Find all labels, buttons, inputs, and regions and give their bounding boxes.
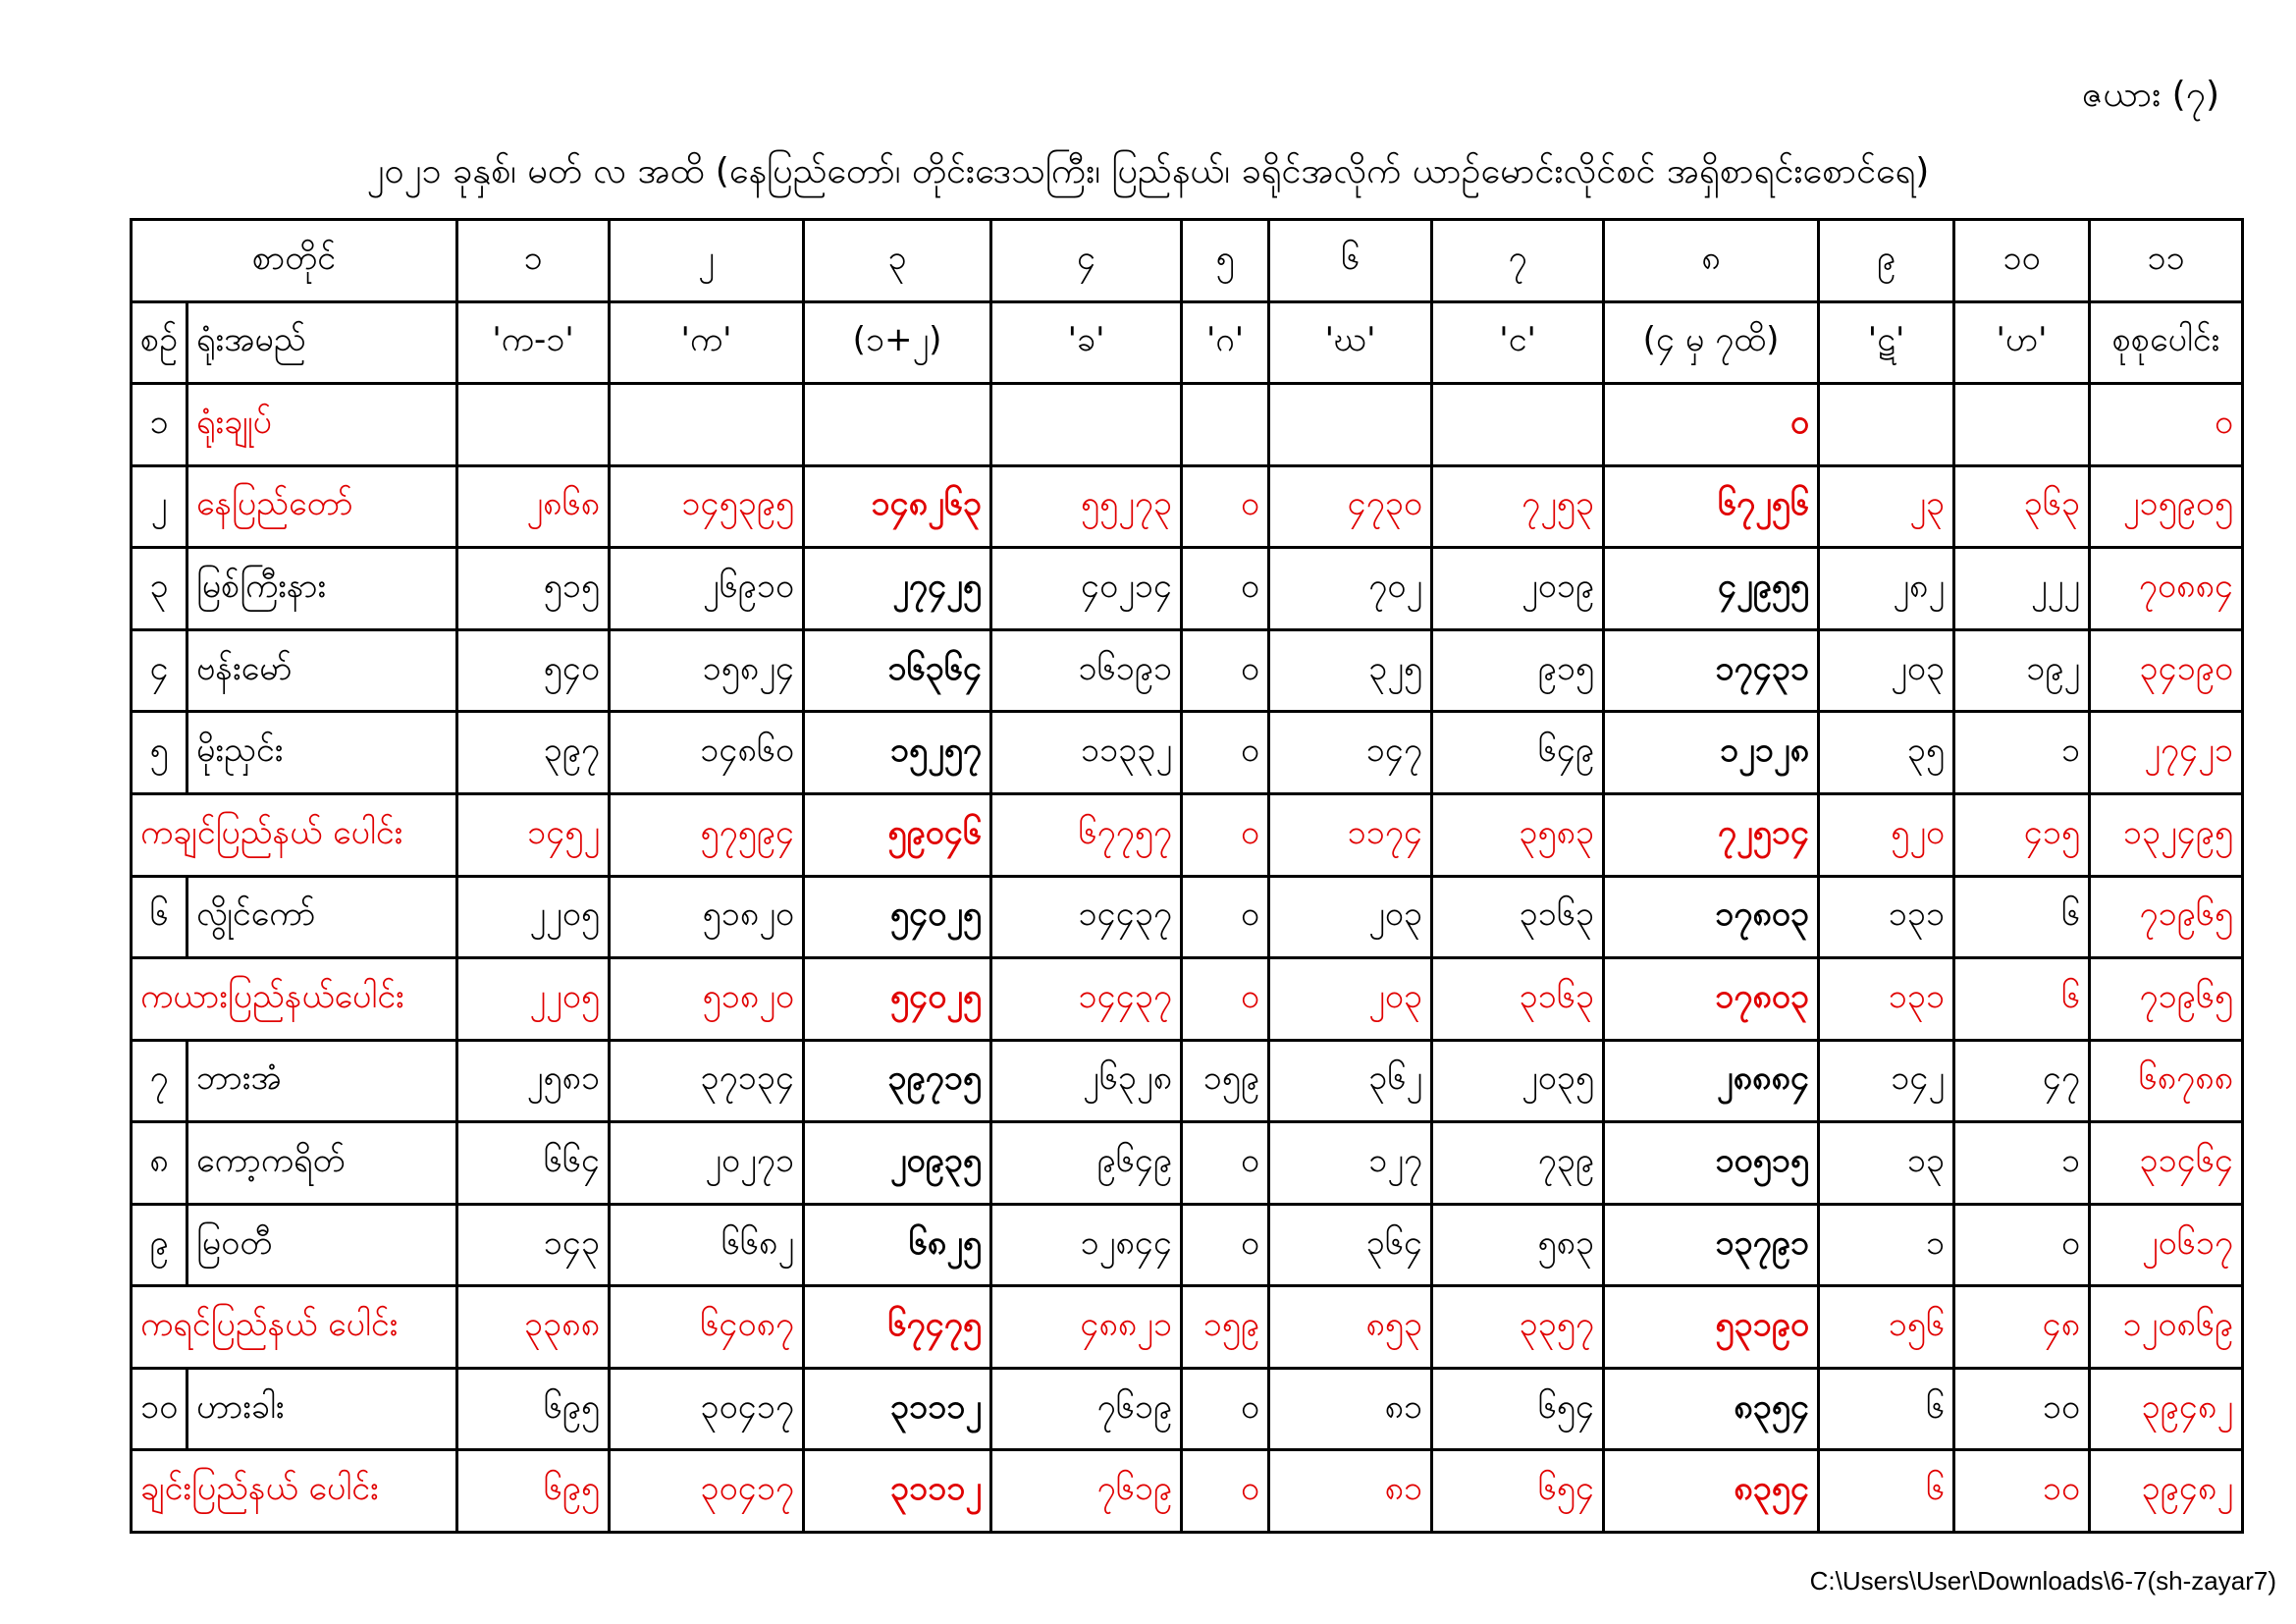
col-number-3: ၃ [804,220,991,302]
value-cell-col-9: ၆ [1819,1450,1954,1533]
value-cell-col-2: ၁၅၈၂၄ [610,629,804,712]
value-cell-col-8: ၁၇၈၀၃ [1604,958,1819,1041]
value-cell-col-8: ၅၃၁၉၀ [1604,1286,1819,1369]
value-cell-col-4: ၁၂၈၄၄ [991,1204,1182,1286]
office-row [132,1122,2243,1205]
value-cell-col-9: ၁၃ [1819,1122,1954,1205]
value-cell-col-5: ၀ [1182,1450,1269,1533]
office-row [132,876,2243,958]
value-cell-col-7: ၃၁၆၃ [1432,876,1604,958]
value-cell-col-8: ၈၃၅၄ [1604,1450,1819,1533]
office-name-cell: လွိုင်ကော် [187,876,457,958]
office-name-cell: ကော့ကရိတ် [187,1122,457,1205]
value-cell-col-3: ၅၄၀၂၅ [804,958,991,1041]
office-row [132,384,2243,466]
value-cell-col-10: ၁ [1954,712,2090,794]
value-cell-col-5: ၁၅၉ [1182,1040,1269,1122]
value-cell-col-7: ၅၈၃ [1432,1204,1604,1286]
value-cell-col-1: ၃၃၈၈ [457,1286,610,1369]
col-type-6: 'ဃ' [1269,301,1432,384]
value-cell-col-11: ၂၁၅၉၀၅ [2090,465,2243,548]
value-cell-col-8: ၇၂၅၁၄ [1604,793,1819,876]
value-cell-col-1: ၅၄၀ [457,629,610,712]
value-cell-col-8: ၂၈၈၈၄ [1604,1040,1819,1122]
value-cell-col-10: ၄၈ [1954,1286,2090,1369]
value-cell-col-7: ၃၁၆၃ [1432,958,1604,1041]
state-total-label: ချင်းပြည်နယ် ပေါင်း [132,1450,457,1533]
value-cell-col-9: ၁ [1819,1204,1954,1286]
value-cell-col-11: ၁၃၂၄၉၅ [2090,793,2243,876]
value-cell-col-3: ၁၆၃၆၄ [804,629,991,712]
office-row [132,1368,2243,1450]
header-row-types [132,301,2243,384]
value-cell-col-9: ၂၃ [1819,465,1954,548]
value-cell-col-5: ၀ [1182,1204,1269,1286]
value-cell-col-8: ၆၇၂၅၆ [1604,465,1819,548]
office-name-cell: မြဝတီ [187,1204,457,1286]
office-row [132,548,2243,630]
value-cell-col-7: ၂၀၁၉ [1432,548,1604,630]
value-cell-col-9: ၂၀၃ [1819,629,1954,712]
office-row [132,1040,2243,1122]
col-number-1: ၁ [457,220,610,302]
value-cell-col-3: ၅၉၀၄၆ [804,793,991,876]
office-row [132,712,2243,794]
value-cell-col-11: ၂၀၆၁၇ [2090,1204,2243,1286]
serial-no-cell: ၇ [132,1040,187,1122]
license-table [130,218,2244,1534]
office-name-cell: မိုးညှင်း [187,712,457,794]
office-row [132,465,2243,548]
value-cell-col-7: ၃၅၈၃ [1432,793,1604,876]
value-cell-col-5: ၀ [1182,958,1269,1041]
serial-no-cell: ၂ [132,465,187,548]
value-cell-col-5: ၀ [1182,793,1269,876]
value-cell-col-4: ၅၅၂၇၃ [991,465,1182,548]
state-total-label: ကယားပြည်နယ်ပေါင်း [132,958,457,1041]
value-cell-col-4: ၇၆၁၉ [991,1450,1182,1533]
value-cell-col-6: ၁၄၇ [1269,712,1432,794]
state-total-row [132,1286,2243,1369]
value-cell-col-2 [610,384,804,466]
col-type-1: 'က-၁' [457,301,610,384]
file-path-footer: C:\Users\User\Downloads\6-7(sh-zayar7) [1809,1566,2276,1596]
state-total-label: ကရင်ပြည်နယ် ပေါင်း [132,1286,457,1369]
value-cell-col-4: ၂၆၃၂၈ [991,1040,1182,1122]
value-cell-col-3: ၂၀၉၃၅ [804,1122,991,1205]
value-cell-col-4: ၄၈၈၂၁ [991,1286,1182,1369]
col-type-8: (၄ မှ ၇ထိ) [1604,301,1819,384]
value-cell-col-5: ၀ [1182,1122,1269,1205]
value-cell-col-1: ၆၉၅ [457,1450,610,1533]
value-cell-col-10: ၃၆၃ [1954,465,2090,548]
value-cell-col-9: ၂၈၂ [1819,548,1954,630]
col-number-7: ၇ [1432,220,1604,302]
value-cell-col-1: ၂၂၀၅ [457,958,610,1041]
value-cell-col-2: ၂၆၉၁၀ [610,548,804,630]
value-cell-col-6: ၂၀၃ [1269,958,1432,1041]
header-row-numbers [132,220,2243,302]
value-cell-col-6: ၈၅၃ [1269,1286,1432,1369]
value-cell-col-1: ၁၄၃ [457,1204,610,1286]
office-name-cell: ဘားအံ [187,1040,457,1122]
value-cell-col-2: ၁၄၅၃၉၅ [610,465,804,548]
value-cell-col-10: ၁ [1954,1122,2090,1205]
col-number-2: ၂ [610,220,804,302]
col-number-9: ၉ [1819,220,1954,302]
value-cell-col-1: ၃၉၇ [457,712,610,794]
value-cell-col-4: ၄၀၂၁၄ [991,548,1182,630]
value-cell-col-8: ၁၂၁၂၈ [1604,712,1819,794]
office-name-cell: ဗန်းမော် [187,629,457,712]
value-cell-col-11: ၃၄၁၉၀ [2090,629,2243,712]
value-cell-col-9: ၁၃၁ [1819,958,1954,1041]
value-cell-col-5: ၀ [1182,712,1269,794]
state-total-label: ကချင်ပြည်နယ် ပေါင်း [132,793,457,876]
value-cell-col-4: ၆၇၇၅၇ [991,793,1182,876]
value-cell-col-5: ၀ [1182,876,1269,958]
value-cell-col-5 [1182,384,1269,466]
col-number-8: ၈ [1604,220,1819,302]
value-cell-col-8: ၁၇၄၃၁ [1604,629,1819,712]
serial-no-cell: ၃ [132,548,187,630]
col-type-10: 'ဟ' [1954,301,2090,384]
col-number-4: ၄ [991,220,1182,302]
col-number-10: ၁၀ [1954,220,2090,302]
col-number-11: ၁၁ [2090,220,2243,302]
office-name-header: ရုံးအမည် [187,301,457,384]
value-cell-col-1: ၆၉၅ [457,1368,610,1450]
value-cell-col-3: ၅၄၀၂၅ [804,876,991,958]
value-cell-col-11: ၇၁၉၆၅ [2090,876,2243,958]
office-name-cell: မြစ်ကြီးနား [187,548,457,630]
col-type-9: 'ဋ' [1819,301,1954,384]
value-cell-col-9: ၅၂၀ [1819,793,1954,876]
col-number-5: ၅ [1182,220,1269,302]
value-cell-col-5: ၀ [1182,629,1269,712]
value-cell-col-9: ၆ [1819,1368,1954,1450]
value-cell-col-3 [804,384,991,466]
value-cell-col-3: ၁၅၂၅၇ [804,712,991,794]
col-number-6: ၆ [1269,220,1432,302]
office-name-cell: နေပြည်တော် [187,465,457,548]
value-cell-col-3: ၃၉၇၁၅ [804,1040,991,1122]
state-total-row [132,793,2243,876]
value-cell-col-9: ၁၃၁ [1819,876,1954,958]
serial-no-cell: ၈ [132,1122,187,1205]
value-cell-col-6: ၃၆၄ [1269,1204,1432,1286]
value-cell-col-11: ၃၉၄၈၂ [2090,1450,2243,1533]
value-cell-col-7: ၆၅၄ [1432,1450,1604,1533]
value-cell-col-6: ၂၀၃ [1269,876,1432,958]
value-cell-col-2: ၆၆၈၂ [610,1204,804,1286]
value-cell-col-1: ၆၆၄ [457,1122,610,1205]
value-cell-col-7: ၂၀၃၅ [1432,1040,1604,1122]
office-name-cell: ဟားခါး [187,1368,457,1450]
value-cell-col-11: ၂၇၄၂၁ [2090,712,2243,794]
value-cell-col-6: ၈၁ [1269,1368,1432,1450]
value-cell-col-8: ၁၀၅၁၅ [1604,1122,1819,1205]
value-cell-col-11: ၇၁၉၆၅ [2090,958,2243,1041]
col-type-5: 'ဂ' [1182,301,1269,384]
value-cell-col-6: ၇၀၂ [1269,548,1432,630]
value-cell-col-7: ၇၂၅၃ [1432,465,1604,548]
value-cell-col-11: ၀ [2090,384,2243,466]
value-cell-col-9: ၁၄၂ [1819,1040,1954,1122]
col-type-7: 'င' [1432,301,1604,384]
serial-no-cell: ၅ [132,712,187,794]
value-cell-col-4: ၉၆၄၉ [991,1122,1182,1205]
value-cell-col-5: ၀ [1182,548,1269,630]
value-cell-col-2: ၁၄၈၆၀ [610,712,804,794]
value-cell-col-2: ၅၁၈၂၀ [610,958,804,1041]
value-cell-col-11: ၃၉၄၈၂ [2090,1368,2243,1450]
state-total-row [132,1450,2243,1533]
value-cell-col-3: ၆၇၄၇၅ [804,1286,991,1369]
value-cell-col-9 [1819,384,1954,466]
value-cell-col-11: ၇၀၈၈၄ [2090,548,2243,630]
value-cell-col-7: ၆၄၉ [1432,712,1604,794]
value-cell-col-6 [1269,384,1432,466]
value-cell-col-8: ၀ [1604,384,1819,466]
column-label-header: စာတိုင် [132,220,457,302]
value-cell-col-3: ၂၇၄၂၅ [804,548,991,630]
value-cell-col-9: ၁၅၆ [1819,1286,1954,1369]
value-cell-col-8: ၁၃၇၉၁ [1604,1204,1819,1286]
value-cell-col-4: ၁၄၄၃၇ [991,876,1182,958]
value-cell-col-6: ၈၁ [1269,1450,1432,1533]
value-cell-col-10: ၄၁၅ [1954,793,2090,876]
col-type-2: 'က' [610,301,804,384]
value-cell-col-7 [1432,384,1604,466]
annex-label: ဇယား (၇) [2081,75,2219,115]
value-cell-col-7: ၉၁၅ [1432,629,1604,712]
value-cell-col-1: ၂၈၆၈ [457,465,610,548]
value-cell-col-5: ၀ [1182,465,1269,548]
value-cell-col-10: ၁၀ [1954,1450,2090,1533]
value-cell-col-5: ၁၅၉ [1182,1286,1269,1369]
col-type-11: စုစုပေါင်း [2090,301,2243,384]
value-cell-col-2: ၃၀၄၁၇ [610,1450,804,1533]
value-cell-col-9: ၃၅ [1819,712,1954,794]
serial-no-cell: ၁၀ [132,1368,187,1450]
value-cell-col-6: ၃၆၂ [1269,1040,1432,1122]
value-cell-col-11: ၁၂၀၈၆၉ [2090,1286,2243,1369]
value-cell-col-8: ၈၃၅၄ [1604,1368,1819,1450]
value-cell-col-4: ၁၁၃၃၂ [991,712,1182,794]
office-name-cell: ရုံးချုပ် [187,384,457,466]
table-title: ၂၀၂၁ ခုနှစ်၊ မတ် လ အထိ (နေပြည်တော်၊ တိုင်းဒေသကြီး၊ ပြည်နယ်၊ ခရိုင်အလိုက် ယာဉ်မောင်းလိုင်စင် အရှိစာရင်းစောင်ရေ) [366,151,1930,191]
value-cell-col-1: ၂၅၈၁ [457,1040,610,1122]
value-cell-col-10: ၀ [1954,1204,2090,1286]
value-cell-col-4: ၇၆၁၉ [991,1368,1182,1450]
value-cell-col-11: ၃၁၄၆၄ [2090,1122,2243,1205]
table-body [132,220,2243,1533]
value-cell-col-7: ၆၅၄ [1432,1368,1604,1450]
value-cell-col-7: ၃၃၅၇ [1432,1286,1604,1369]
value-cell-col-10: ၂၂၂ [1954,548,2090,630]
serial-no-cell: ၆ [132,876,187,958]
value-cell-col-3: ၆၈၂၅ [804,1204,991,1286]
value-cell-col-1: ၂၂၀၅ [457,876,610,958]
col-type-4: 'ခ' [991,301,1182,384]
value-cell-col-10: ၄၇ [1954,1040,2090,1122]
value-cell-col-8: ၄၂၉၅၅ [1604,548,1819,630]
value-cell-col-6: ၃၂၅ [1269,629,1432,712]
value-cell-col-2: ၅၁၈၂၀ [610,876,804,958]
value-cell-col-11: ၆၈၇၈၈ [2090,1040,2243,1122]
office-row [132,629,2243,712]
value-cell-col-2: ၃၀၄၁၇ [610,1368,804,1450]
value-cell-col-10: ၁၀ [1954,1368,2090,1450]
value-cell-col-8: ၁၇၈၀၃ [1604,876,1819,958]
value-cell-col-4: ၁၄၄၃၇ [991,958,1182,1041]
value-cell-col-1: ၅၁၅ [457,548,610,630]
value-cell-col-7: ၇၃၉ [1432,1122,1604,1205]
value-cell-col-2: ၆၄၀၈၇ [610,1286,804,1369]
value-cell-col-2: ၅၇၅၉၄ [610,793,804,876]
state-total-row [132,958,2243,1041]
col-type-3: (၁+၂) [804,301,991,384]
serial-no-header: စဉ် [132,301,187,384]
value-cell-col-2: ၃၇၁၃၄ [610,1040,804,1122]
value-cell-col-6: ၁၂၇ [1269,1122,1432,1205]
value-cell-col-10: ၁၉၂ [1954,629,2090,712]
value-cell-col-10: ၆ [1954,958,2090,1041]
value-cell-col-10: ၆ [1954,876,2090,958]
value-cell-col-4 [991,384,1182,466]
value-cell-col-2: ၂၀၂၇၁ [610,1122,804,1205]
value-cell-col-1: ၁၄၅၂ [457,793,610,876]
value-cell-col-3: ၃၁၁၁၂ [804,1450,991,1533]
serial-no-cell: ၁ [132,384,187,466]
value-cell-col-3: ၁၄၈၂၆၃ [804,465,991,548]
serial-no-cell: ၉ [132,1204,187,1286]
value-cell-col-6: ၄၇၃၀ [1269,465,1432,548]
value-cell-col-3: ၃၁၁၁၂ [804,1368,991,1450]
value-cell-col-5: ၀ [1182,1368,1269,1450]
value-cell-col-10 [1954,384,2090,466]
serial-no-cell: ၄ [132,629,187,712]
value-cell-col-4: ၁၆၁၉၁ [991,629,1182,712]
value-cell-col-1 [457,384,610,466]
value-cell-col-6: ၁၁၇၄ [1269,793,1432,876]
office-row [132,1204,2243,1286]
